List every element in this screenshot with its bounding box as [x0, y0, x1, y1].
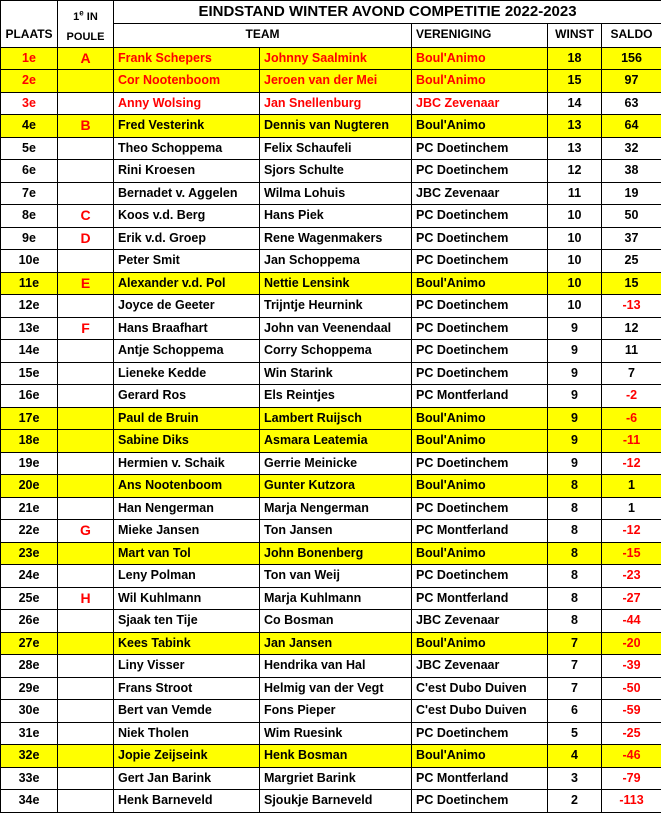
club-cell: Boul'Animo	[412, 475, 548, 498]
poule-cell	[58, 452, 114, 475]
player1-cell: Henk Barneveld	[114, 790, 260, 813]
player1-cell: Niek Tholen	[114, 722, 260, 745]
saldo-cell: -20	[602, 632, 661, 655]
poule-cell	[58, 92, 114, 115]
poule-cell	[58, 295, 114, 318]
table-row	[1, 745, 661, 768]
club-cell: Boul'Animo	[412, 47, 548, 70]
winst-cell: 10	[548, 227, 602, 250]
club-cell: Boul'Animo	[412, 272, 548, 295]
player2-cell: Margriet Barink	[260, 767, 412, 790]
poule-header-line2: POULE	[66, 30, 105, 43]
saldo-cell: -12	[602, 520, 661, 543]
saldo-cell: 38	[602, 160, 661, 183]
player1-cell: Bernadet v. Aggelen	[114, 182, 260, 205]
plaats-cell: 32e	[1, 745, 58, 768]
poule-cell	[58, 655, 114, 678]
player2-cell: Johnny Saalmink	[260, 47, 412, 70]
player2-cell: John Bonenberg	[260, 542, 412, 565]
poule-cell: A	[58, 47, 114, 70]
player2-cell: Rene Wagenmakers	[260, 227, 412, 250]
player2-cell: Lambert Ruijsch	[260, 407, 412, 430]
poule-cell	[58, 182, 114, 205]
table-row	[1, 767, 661, 790]
winst-header: WINST	[548, 23, 602, 47]
plaats-cell: 26e	[1, 610, 58, 633]
table-row	[1, 250, 661, 273]
table-row	[1, 722, 661, 745]
plaats-cell: 30e	[1, 700, 58, 723]
player1-cell: Frans Stroot	[114, 677, 260, 700]
table-row	[1, 160, 661, 183]
poule-cell	[58, 790, 114, 813]
player1-cell: Rini Kroesen	[114, 160, 260, 183]
player1-cell: Lieneke Kedde	[114, 362, 260, 385]
player1-cell: Joyce de Geeter	[114, 295, 260, 318]
club-cell: PC Doetinchem	[412, 565, 548, 588]
player2-cell: Ton Jansen	[260, 520, 412, 543]
club-cell: PC Doetinchem	[412, 295, 548, 318]
saldo-cell: -13	[602, 295, 661, 318]
player1-cell: Sjaak ten Tije	[114, 610, 260, 633]
plaats-cell: 15e	[1, 362, 58, 385]
plaats-cell: 22e	[1, 520, 58, 543]
plaats-cell: 7e	[1, 182, 58, 205]
table-row	[1, 565, 661, 588]
plaats-cell: 12e	[1, 295, 58, 318]
player1-cell: Theo Schoppema	[114, 137, 260, 160]
poule-cell: D	[58, 227, 114, 250]
club-cell: PC Doetinchem	[412, 497, 548, 520]
poule-cell	[58, 407, 114, 430]
player1-cell: Anny Wolsing	[114, 92, 260, 115]
saldo-cell: 19	[602, 182, 661, 205]
club-cell: PC Doetinchem	[412, 160, 548, 183]
club-cell: C'est Dubo Duiven	[412, 700, 548, 723]
player1-cell: Hermien v. Schaik	[114, 452, 260, 475]
player1-cell: Bert van Vemde	[114, 700, 260, 723]
player2-cell: Ton van Weij	[260, 565, 412, 588]
saldo-cell: 1	[602, 497, 661, 520]
player1-cell: Fred Vesterink	[114, 115, 260, 138]
saldo-cell: -6	[602, 407, 661, 430]
plaats-header: PLAATS	[1, 23, 58, 47]
winst-cell: 4	[548, 745, 602, 768]
player2-cell: Sjoukje Barneveld	[260, 790, 412, 813]
poule-cell	[58, 565, 114, 588]
poule-cell	[58, 160, 114, 183]
plaats-cell: 6e	[1, 160, 58, 183]
plaats-cell: 34e	[1, 790, 58, 813]
player2-cell: Co Bosman	[260, 610, 412, 633]
page-title: EINDSTAND WINTER AVOND COMPETITIE 2022-2023	[114, 1, 661, 24]
winst-cell: 14	[548, 92, 602, 115]
winst-cell: 9	[548, 340, 602, 363]
club-cell: Boul'Animo	[412, 115, 548, 138]
winst-cell: 13	[548, 137, 602, 160]
saldo-cell: 7	[602, 362, 661, 385]
saldo-cell: -46	[602, 745, 661, 768]
saldo-cell: -79	[602, 767, 661, 790]
poule-header-line1: 1e IN	[73, 8, 98, 23]
club-cell: PC Doetinchem	[412, 790, 548, 813]
player2-cell: Felix Schaufeli	[260, 137, 412, 160]
saldo-cell: -25	[602, 722, 661, 745]
poule-cell	[58, 362, 114, 385]
winst-cell: 9	[548, 452, 602, 475]
table-row	[1, 92, 661, 115]
player2-cell: Sjors Schulte	[260, 160, 412, 183]
table-row	[1, 295, 661, 318]
club-cell: Boul'Animo	[412, 745, 548, 768]
winst-cell: 3	[548, 767, 602, 790]
plaats-cell: 18e	[1, 430, 58, 453]
saldo-cell: 37	[602, 227, 661, 250]
winst-cell: 9	[548, 407, 602, 430]
player2-cell: Nettie Lensink	[260, 272, 412, 295]
player1-cell: Sabine Diks	[114, 430, 260, 453]
vereniging-header: VERENIGING	[412, 23, 548, 47]
table-row	[1, 497, 661, 520]
saldo-cell: 32	[602, 137, 661, 160]
poule-cell	[58, 340, 114, 363]
title-row	[1, 1, 661, 24]
player1-cell: Ans Nootenboom	[114, 475, 260, 498]
club-cell: PC Doetinchem	[412, 340, 548, 363]
club-cell: Boul'Animo	[412, 542, 548, 565]
winst-cell: 18	[548, 47, 602, 70]
poule-cell	[58, 250, 114, 273]
club-cell: C'est Dubo Duiven	[412, 677, 548, 700]
team-header: TEAM	[114, 23, 412, 47]
player2-cell: Jan Jansen	[260, 632, 412, 655]
winst-cell: 8	[548, 610, 602, 633]
player1-cell: Peter Smit	[114, 250, 260, 273]
player2-cell: Win Starink	[260, 362, 412, 385]
player1-cell: Mieke Jansen	[114, 520, 260, 543]
player1-cell: Frank Schepers	[114, 47, 260, 70]
player2-cell: Hans Piek	[260, 205, 412, 228]
club-cell: PC Montferland	[412, 520, 548, 543]
plaats-cell: 5e	[1, 137, 58, 160]
saldo-cell: -59	[602, 700, 661, 723]
winst-cell: 11	[548, 182, 602, 205]
plaats-cell: 3e	[1, 92, 58, 115]
winst-cell: 8	[548, 565, 602, 588]
player2-cell: Gunter Kutzora	[260, 475, 412, 498]
table-row	[1, 610, 661, 633]
winst-cell: 8	[548, 475, 602, 498]
poule-cell	[58, 430, 114, 453]
club-cell: PC Doetinchem	[412, 317, 548, 340]
winst-cell: 7	[548, 677, 602, 700]
table-row	[1, 205, 661, 228]
player2-cell: Dennis van Nugteren	[260, 115, 412, 138]
table-row	[1, 677, 661, 700]
poule-cell: F	[58, 317, 114, 340]
player1-cell: Gerard Ros	[114, 385, 260, 408]
table-row	[1, 430, 661, 453]
club-cell: PC Doetinchem	[412, 137, 548, 160]
plaats-cell: 28e	[1, 655, 58, 678]
saldo-cell: -39	[602, 655, 661, 678]
plaats-cell: 29e	[1, 677, 58, 700]
winst-cell: 10	[548, 272, 602, 295]
poule-cell	[58, 767, 114, 790]
plaats-cell: 10e	[1, 250, 58, 273]
player2-cell: Fons Pieper	[260, 700, 412, 723]
club-cell: PC Doetinchem	[412, 205, 548, 228]
player2-cell: Henk Bosman	[260, 745, 412, 768]
player2-cell: John van Veenendaal	[260, 317, 412, 340]
player2-cell: Helmig van der Vegt	[260, 677, 412, 700]
saldo-cell: -2	[602, 385, 661, 408]
plaats-cell: 11e	[1, 272, 58, 295]
player2-cell: Jeroen van der Mei	[260, 70, 412, 93]
winst-cell: 13	[548, 115, 602, 138]
poule-cell	[58, 475, 114, 498]
saldo-cell: 1	[602, 475, 661, 498]
winst-cell: 9	[548, 385, 602, 408]
plaats-cell: 21e	[1, 497, 58, 520]
poule-cell	[58, 632, 114, 655]
player1-cell: Erik v.d. Groep	[114, 227, 260, 250]
player1-cell: Alexander v.d. Pol	[114, 272, 260, 295]
table-row	[1, 227, 661, 250]
plaats-cell: 31e	[1, 722, 58, 745]
player1-cell: Wil Kuhlmann	[114, 587, 260, 610]
table-row	[1, 452, 661, 475]
table-row	[1, 137, 661, 160]
saldo-cell: -44	[602, 610, 661, 633]
plaats-cell: 20e	[1, 475, 58, 498]
player2-cell: Jan Snellenburg	[260, 92, 412, 115]
plaats-cell: 1e	[1, 47, 58, 70]
saldo-cell: -50	[602, 677, 661, 700]
winst-cell: 15	[548, 70, 602, 93]
plaats-cell: 13e	[1, 317, 58, 340]
club-cell: PC Doetinchem	[412, 227, 548, 250]
club-cell: Boul'Animo	[412, 70, 548, 93]
player2-cell: Gerrie Meinicke	[260, 452, 412, 475]
header-blank	[1, 1, 58, 24]
saldo-cell: 15	[602, 272, 661, 295]
club-cell: Boul'Animo	[412, 407, 548, 430]
plaats-cell: 23e	[1, 542, 58, 565]
saldo-cell: -27	[602, 587, 661, 610]
table-row	[1, 272, 661, 295]
winst-cell: 7	[548, 632, 602, 655]
club-cell: JBC Zevenaar	[412, 610, 548, 633]
club-cell: JBC Zevenaar	[412, 182, 548, 205]
club-cell: PC Montferland	[412, 767, 548, 790]
player2-cell: Corry Schoppema	[260, 340, 412, 363]
club-cell: JBC Zevenaar	[412, 655, 548, 678]
table-row	[1, 790, 661, 813]
winst-cell: 10	[548, 205, 602, 228]
plaats-cell: 4e	[1, 115, 58, 138]
plaats-cell: 24e	[1, 565, 58, 588]
table-row	[1, 520, 661, 543]
plaats-cell: 14e	[1, 340, 58, 363]
club-cell: PC Doetinchem	[412, 362, 548, 385]
player2-cell: Hendrika van Hal	[260, 655, 412, 678]
player1-cell: Antje Schoppema	[114, 340, 260, 363]
saldo-cell: -12	[602, 452, 661, 475]
player1-cell: Kees Tabink	[114, 632, 260, 655]
table-row	[1, 655, 661, 678]
plaats-cell: 8e	[1, 205, 58, 228]
standings-body	[1, 47, 661, 812]
table-row	[1, 407, 661, 430]
poule-cell	[58, 497, 114, 520]
player2-cell: Jan Schoppema	[260, 250, 412, 273]
table-row	[1, 115, 661, 138]
saldo-cell: 63	[602, 92, 661, 115]
poule-cell: B	[58, 115, 114, 138]
club-cell: Boul'Animo	[412, 430, 548, 453]
saldo-cell: -23	[602, 565, 661, 588]
saldo-cell: 64	[602, 115, 661, 138]
player1-cell: Hans Braafhart	[114, 317, 260, 340]
winst-cell: 9	[548, 430, 602, 453]
club-cell: PC Montferland	[412, 587, 548, 610]
table-row	[1, 362, 661, 385]
table-row	[1, 317, 661, 340]
poule-cell: C	[58, 205, 114, 228]
plaats-cell: 16e	[1, 385, 58, 408]
player1-cell: Leny Polman	[114, 565, 260, 588]
saldo-cell: 50	[602, 205, 661, 228]
saldo-header: SALDO	[602, 23, 661, 47]
plaats-cell: 27e	[1, 632, 58, 655]
club-cell: Boul'Animo	[412, 632, 548, 655]
winst-cell: 5	[548, 722, 602, 745]
plaats-cell: 2e	[1, 70, 58, 93]
poule-cell	[58, 542, 114, 565]
table-row	[1, 182, 661, 205]
player1-cell: Jopie Zeijseink	[114, 745, 260, 768]
saldo-cell: -11	[602, 430, 661, 453]
poule-cell: H	[58, 587, 114, 610]
poule-cell	[58, 722, 114, 745]
poule-header	[58, 1, 114, 48]
winst-cell: 8	[548, 587, 602, 610]
table-row	[1, 542, 661, 565]
plaats-cell: 25e	[1, 587, 58, 610]
player2-cell: Wim Ruesink	[260, 722, 412, 745]
player1-cell: Cor Nootenboom	[114, 70, 260, 93]
winst-cell: 2	[548, 790, 602, 813]
saldo-cell: -15	[602, 542, 661, 565]
plaats-cell: 17e	[1, 407, 58, 430]
winst-cell: 7	[548, 655, 602, 678]
saldo-cell: 25	[602, 250, 661, 273]
plaats-cell: 33e	[1, 767, 58, 790]
winst-cell: 9	[548, 317, 602, 340]
poule-cell	[58, 745, 114, 768]
club-cell: PC Montferland	[412, 385, 548, 408]
winst-cell: 8	[548, 542, 602, 565]
saldo-cell: 12	[602, 317, 661, 340]
winst-cell: 10	[548, 295, 602, 318]
table-row	[1, 632, 661, 655]
saldo-cell: 97	[602, 70, 661, 93]
club-cell: PC Doetinchem	[412, 452, 548, 475]
player1-cell: Liny Visser	[114, 655, 260, 678]
player2-cell: Els Reintjes	[260, 385, 412, 408]
winst-cell: 9	[548, 362, 602, 385]
club-cell: JBC Zevenaar	[412, 92, 548, 115]
table-row	[1, 47, 661, 70]
table-row	[1, 70, 661, 93]
plaats-cell: 9e	[1, 227, 58, 250]
poule-cell: E	[58, 272, 114, 295]
player1-cell: Paul de Bruin	[114, 407, 260, 430]
player1-cell: Han Nengerman	[114, 497, 260, 520]
winst-cell: 6	[548, 700, 602, 723]
table-row	[1, 340, 661, 363]
poule-cell	[58, 70, 114, 93]
poule-cell	[58, 700, 114, 723]
table-row	[1, 475, 661, 498]
plaats-cell: 19e	[1, 452, 58, 475]
saldo-cell: 156	[602, 47, 661, 70]
player1-cell: Gert Jan Barink	[114, 767, 260, 790]
saldo-cell: -113	[602, 790, 661, 813]
saldo-cell: 11	[602, 340, 661, 363]
winst-cell: 8	[548, 497, 602, 520]
club-cell: PC Doetinchem	[412, 250, 548, 273]
poule-cell	[58, 677, 114, 700]
poule-cell	[58, 137, 114, 160]
player1-cell: Mart van Tol	[114, 542, 260, 565]
poule-cell	[58, 610, 114, 633]
player1-cell: Koos v.d. Berg	[114, 205, 260, 228]
player2-cell: Wilma Lohuis	[260, 182, 412, 205]
winst-cell: 10	[548, 250, 602, 273]
table-row	[1, 700, 661, 723]
player2-cell: Asmara Leatemia	[260, 430, 412, 453]
club-cell: PC Doetinchem	[412, 722, 548, 745]
poule-cell: G	[58, 520, 114, 543]
player2-cell: Marja Kuhlmann	[260, 587, 412, 610]
player2-cell: Trijntje Heurnink	[260, 295, 412, 318]
table-row	[1, 587, 661, 610]
poule-cell	[58, 385, 114, 408]
winst-cell: 12	[548, 160, 602, 183]
player2-cell: Marja Nengerman	[260, 497, 412, 520]
table-row	[1, 385, 661, 408]
winst-cell: 8	[548, 520, 602, 543]
